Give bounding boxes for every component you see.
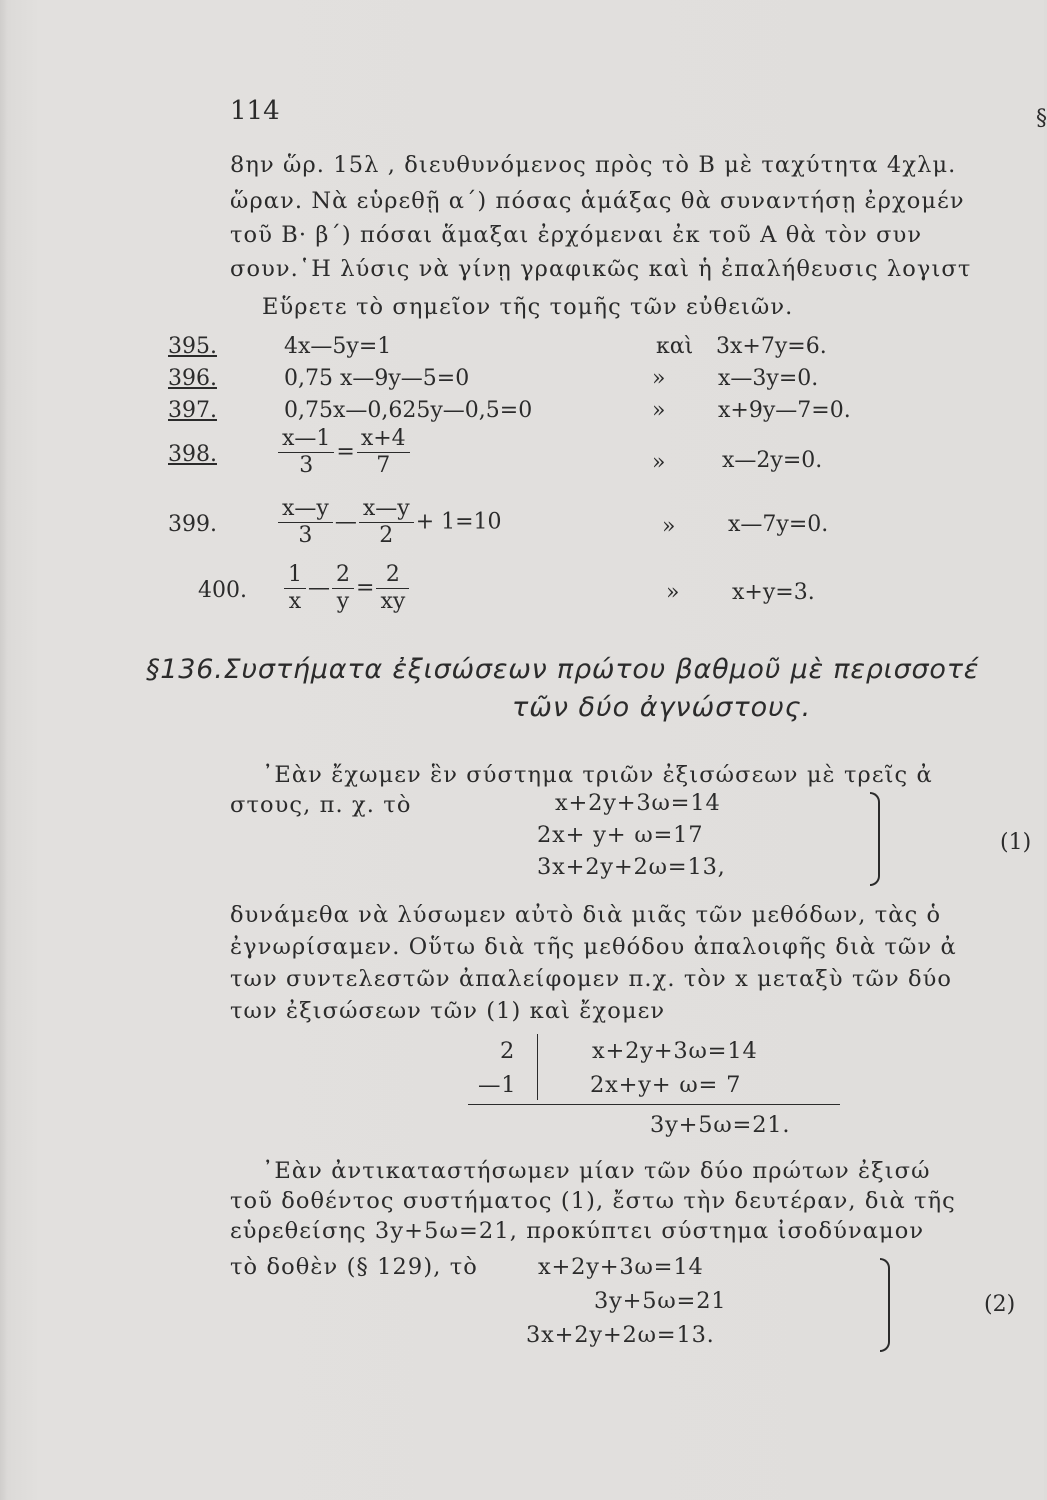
exercise-separator: » xyxy=(662,514,676,539)
denominator: x xyxy=(288,589,302,614)
paragraph-3-line-4: τὸ δοθὲν (§ 129), τὸ xyxy=(230,1254,478,1280)
fraction xyxy=(357,426,410,479)
intro-line-1: 8ην ὥρ. 15λ , διευθυνόμενος πρὸς τὸ Β μὲ ταχύτητα 4χλμ. xyxy=(230,152,957,178)
denominator: y xyxy=(336,589,350,614)
elimination-equation: x+2y+3ω=14 xyxy=(592,1038,758,1064)
numerator: x—y xyxy=(278,496,333,523)
exercise-equation-2: x+9y—7=0. xyxy=(718,398,851,423)
minus-sign: — xyxy=(308,575,330,601)
exercise-fraction-expression xyxy=(276,426,412,479)
section-heading xyxy=(146,654,979,685)
fraction xyxy=(376,562,409,615)
paragraph-1-line-2: στους, π. χ. τὸ xyxy=(230,792,412,818)
elimination-multiplier: —1 xyxy=(478,1072,517,1098)
numerator: x—y xyxy=(359,496,414,523)
exercise-equation-1: 4x—5y=1 xyxy=(284,334,392,359)
system-2-equation: 3y+5ω=21 xyxy=(594,1288,727,1314)
exercise-separator: » xyxy=(666,580,680,605)
section-title: Συστήματα ἐξισώσεων πρώτου βαθμοῦ μὲ περισσοτέ xyxy=(223,654,980,685)
paragraph-1-line-1: ᾿Εὰν ἔχωμεν ἓν σύστημα τριῶν ἐξισώσεων μὲ τρεῖς ἀ xyxy=(262,762,933,788)
system-2-equation: x+2y+3ω=14 xyxy=(538,1254,704,1280)
exercise-number: 400. xyxy=(198,578,247,603)
exercise-number: 397. xyxy=(168,398,217,423)
paragraph-2-line-2: ἐγνωρίσαμεν. Οὕτω διὰ τῆς μεθόδου ἀπαλοιφῆς διὰ τῶν ἀ xyxy=(230,934,957,960)
page-number: 114 xyxy=(230,96,280,126)
instruction: Εὕρετε τὸ σημεῖον τῆς τομῆς τῶν εὐθειῶν. xyxy=(262,294,794,320)
expression-rest: + 1=10 xyxy=(415,509,502,535)
fraction xyxy=(359,496,414,549)
denominator: 3 xyxy=(299,453,314,478)
system-1-label: (1) xyxy=(1000,830,1032,855)
exercise-number: 398. xyxy=(168,442,217,467)
exercise-equation-2: x—2y=0. xyxy=(722,448,823,473)
system-1-equation: 3x+2y+2ω=13, xyxy=(537,854,726,880)
paragraph-2-line-1: δυνάμεθα νὰ λύσωμεν αὐτὸ διὰ μιᾶς τῶν μεθόδων, τὰς ὁ xyxy=(230,902,942,928)
denominator: 3 xyxy=(298,523,313,548)
paragraph-3-line-1: ᾿Εὰν ἀντικαταστήσωμεν μίαν τῶν δύο πρώτων ἐξισώ xyxy=(262,1158,931,1184)
intro-line-3: τοῦ Β· β΄) πόσαι ἅμαξαι ἐρχόμεναι ἐκ τοῦ Α θὰ τὸν συν xyxy=(230,222,923,248)
system-1-brace xyxy=(870,792,880,886)
exercise-separator: καὶ xyxy=(656,334,694,359)
equals-sign: = xyxy=(336,439,355,465)
numerator: 1 xyxy=(284,562,306,589)
exercise-equation-2: 3x+7y=6. xyxy=(716,334,827,359)
intro-line-4: σουν.῾Η λύσις νὰ γίνῃ γραφικῶς καὶ ἡ ἐπαλήθευσις λογιστ xyxy=(230,256,972,282)
fraction xyxy=(284,562,306,615)
exercise-separator: » xyxy=(652,398,666,423)
denominator: xy xyxy=(380,589,406,614)
right-edge-mark: § xyxy=(1036,106,1047,131)
paragraph-2-line-3: των συντελεστῶν ἀπαλείφομεν π.χ. τὸν x μεταξὺ τῶν δύο xyxy=(230,966,953,992)
intro-line-2: ὥραν. Νὰ εὑρεθῇ α΄) πόσας ἁμάξας θὰ συναντήσῃ ἐρχομέν xyxy=(230,188,965,214)
elimination-multiplier: 2 xyxy=(500,1038,516,1064)
section-number: §136. xyxy=(146,654,224,685)
exercise-separator: » xyxy=(652,366,666,391)
exercise-equation-2: x—3y=0. xyxy=(718,366,819,391)
exercise-number: 396. xyxy=(168,366,217,391)
equals-sign: = xyxy=(356,575,375,601)
section-subtitle: τῶν δύο ἀγνώστους. xyxy=(512,692,812,723)
exercise-fraction-expression xyxy=(276,496,502,549)
fraction xyxy=(332,562,354,615)
system-2-label: (2) xyxy=(984,1292,1016,1317)
exercise-separator: » xyxy=(652,450,666,475)
numerator: 2 xyxy=(376,562,409,589)
elimination-divider xyxy=(537,1034,538,1100)
denominator: 7 xyxy=(376,453,391,478)
fraction xyxy=(278,426,334,479)
system-1-equation: x+2y+3ω=14 xyxy=(555,790,721,816)
exercise-fraction-expression xyxy=(282,562,411,615)
fraction xyxy=(278,496,333,549)
exercise-equation-1: 0,75 x—9y—5=0 xyxy=(284,366,470,391)
exercise-equation-2: x—7y=0. xyxy=(728,512,829,537)
denominator: 2 xyxy=(379,523,394,548)
numerator: x—1 xyxy=(278,426,334,453)
paragraph-3-line-3: εὑρεθείσης 3y+5ω=21, προκύπτει σύστημα ἰσοδύναμον xyxy=(230,1218,925,1244)
elimination-sum-line xyxy=(468,1104,840,1105)
system-1-equation: 2x+ y+ ω=17 xyxy=(537,822,704,848)
system-2-brace xyxy=(880,1258,890,1352)
exercise-number: 399. xyxy=(168,512,217,537)
exercise-equation-1: 0,75x—0,625y—0,5=0 xyxy=(284,398,533,423)
minus-sign: — xyxy=(334,509,357,535)
paragraph-2-line-4: των ἐξισώσεων τῶν (1) καὶ ἔχομεν xyxy=(230,998,666,1024)
exercise-number: 395. xyxy=(168,334,217,359)
elimination-equation: 2x+y+ ω= 7 xyxy=(590,1072,742,1098)
numerator: x+4 xyxy=(357,426,410,453)
paragraph-3-line-2: τοῦ δοθέντος συστήματος (1), ἔστω τὴν δευτέραν, διὰ τῆς xyxy=(230,1188,956,1214)
numerator: 2 xyxy=(332,562,354,589)
exercise-equation-2: x+y=3. xyxy=(732,580,815,605)
system-2-equation: 3x+2y+2ω=13. xyxy=(526,1322,715,1348)
elimination-result: 3y+5ω=21. xyxy=(650,1112,791,1138)
